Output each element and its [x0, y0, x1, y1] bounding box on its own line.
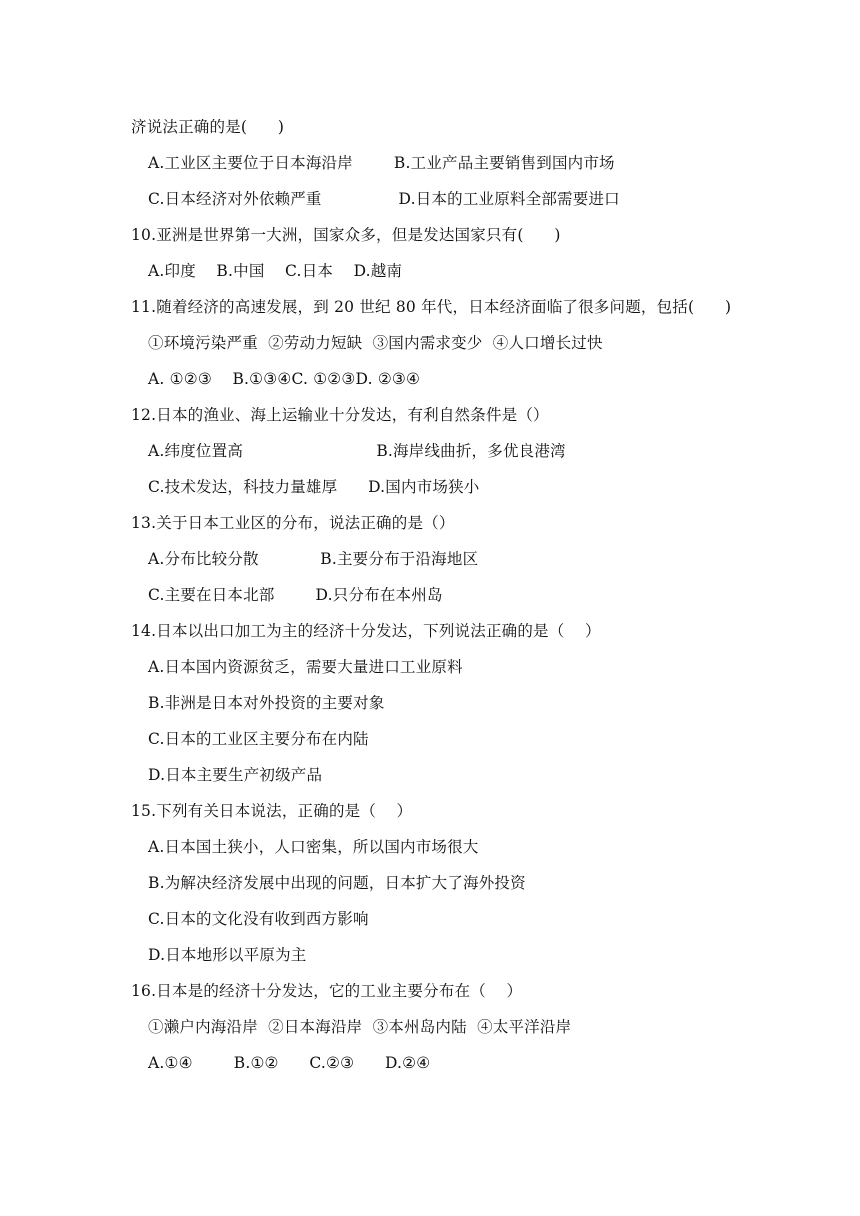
option-row: C.日本的文化没有收到西方影响	[148, 910, 369, 928]
question-stem: 济说法正确的是( )	[131, 118, 285, 136]
option-row: ①濑户内海沿岸 ②日本海沿岸 ③本州岛内陆 ④太平洋沿岸	[148, 1018, 572, 1036]
question-stem: 12.日本的渔业、海上运输业十分发达，有利自然条件是（）	[131, 406, 549, 424]
option-row: A.日本国内资源贫乏，需要大量进口工业原料	[148, 658, 463, 676]
option-row: ①环境污染严重 ②劳动力短缺 ③国内需求变少 ④人口增长过快	[148, 334, 603, 352]
option-row: D.日本地形以平原为主	[148, 946, 307, 964]
question-stem: 14.日本以出口加工为主的经济十分发达，下列说法正确的是（ ）	[131, 622, 601, 640]
option-row: A.①④ B.①② C.②③ D.②④	[148, 1054, 431, 1072]
option-row: C.日本经济对外依赖严重 D.日本的工业原料全部需要进口	[148, 190, 620, 208]
option-row: A.印度 B.中国 C.日本 D.越南	[148, 262, 403, 280]
question-stem: 15.下列有关日本说法，正确的是（ ）	[131, 802, 413, 820]
option-row: A.分布比较分散 B.主要分布于沿海地区	[148, 550, 479, 568]
option-row: A.纬度位置高 B.海岸线曲折，多优良港湾	[148, 442, 566, 460]
option-row: A.日本国土狭小，人口密集，所以国内市场很大	[148, 838, 479, 856]
question-stem: 16.日本是的经济十分发达，它的工业主要分布在（ ）	[131, 982, 523, 1000]
question-stem: 11.随着经济的高速发展，到 20 世纪 80 年代，日本经济面临了很多问题，包括( )	[131, 298, 732, 316]
option-row: C.日本的工业区主要分布在内陆	[148, 730, 369, 748]
question-stem: 13.关于日本工业区的分布，说法正确的是（）	[131, 514, 455, 532]
option-row: B.为解决经济发展中出现的问题，日本扩大了海外投资	[148, 874, 526, 892]
option-row: A.工业区主要位于日本海沿岸 B.工业产品主要销售到国内市场	[148, 154, 615, 172]
option-row: D.日本主要生产初级产品	[148, 766, 323, 784]
option-row: A. ①②③ B.①③④C. ①②③D. ②③④	[148, 370, 421, 388]
option-row: C.技术发达，科技力量雄厚 D.国内市场狭小	[148, 478, 480, 496]
option-row: C.主要在日本北部 D.只分布在本州岛	[148, 586, 443, 604]
question-stem: 10.亚洲是世界第一大洲，国家众多，但是发达国家只有( )	[131, 226, 561, 244]
option-row: B.非洲是日本对外投资的主要对象	[148, 694, 385, 712]
